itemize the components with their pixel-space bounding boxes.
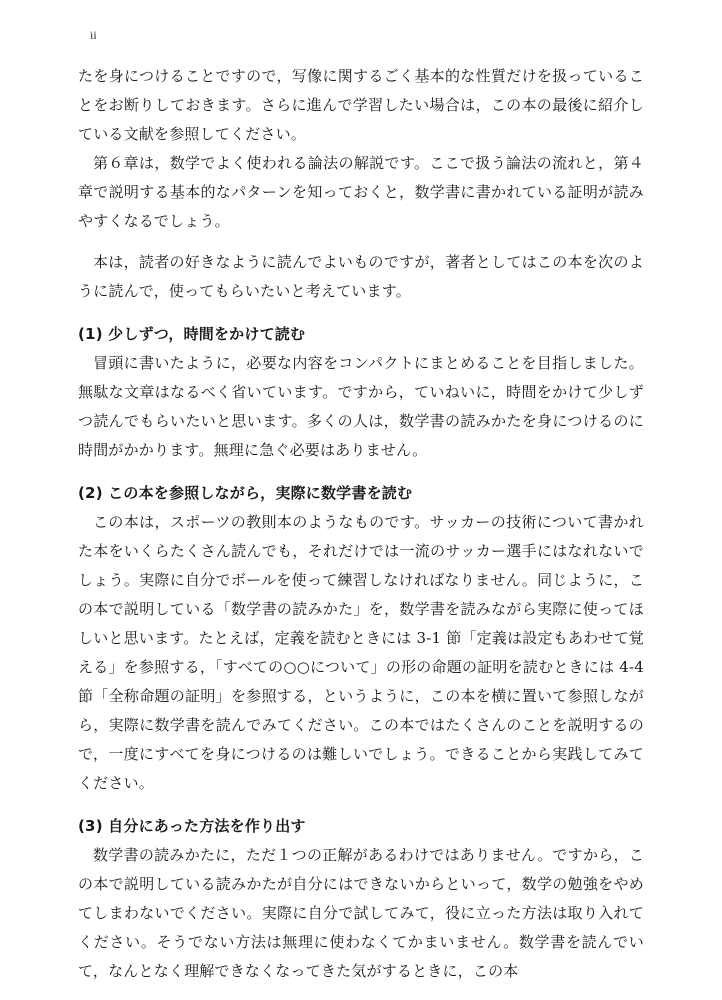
section-heading-3: (3) 自分にあった方法を作り出す — [78, 817, 306, 835]
paragraph-gap — [78, 236, 644, 248]
section-heading-1: (1) 少しずつ，時間をかけて読む — [78, 325, 306, 343]
section-body-1: 冒頭に書いたように，必要な内容をコンパクトにまとめることを目指しました。無駄な文章はなるべく省いています。ですから，ていねいに，時間をかけて少しずつ読んでもらいたいと思います。多くの人は，数学書の読みかたを身につけるのに時間がかかります。無理に急ぐ必要はありません。 — [78, 354, 644, 459]
page-number: ii — [90, 28, 97, 42]
paragraph-chapter6: 第６章は，数学でよく使われる論法の解説です。ここで扱う論法の流れと，第４章で説明する基本的なパターンを知っておくと，数学書に書かれている証明が読みやすくなるでしょう。 — [78, 154, 644, 230]
paragraph-continuation: たを身につけることですので，写像に関するごく基本的な性質だけを扱っていることをお断りしておきます。さらに進んで学習したい場合は，この本の最後に紹介している文献を参照してください。 — [78, 67, 644, 143]
paragraph-how-to-read: 本は，読者の好きなように読んでよいものですが，著者としてはこの本を次のように読んで，使ってもらいたいと考えています。 — [78, 253, 644, 300]
section-gap — [78, 306, 644, 320]
page-body — [78, 62, 644, 986]
section-body-2: この本は，スポーツの教則本のようなものです。サッカーの技術について書かれた本をいくらたくさん読んでも，それだけでは一流のサッカー選手にはなれないでしょう。実際に自分でボールを使って練習しなければなりません。同じように，この本で説明している「数学書の読みかた」を，数学書を読みながら実際に使ってほしいと思います。たとえば，定義を読むときには 3-1 節「定義は設定もあわせて覚える」を参照する，「すべての○○について」の形の命題の証明を読むときには 4-4 節「全称命題の証明」を参照する，というように，この本を横に置いて参照しながら，実際に数学書を読んでみてください。この本ではたくさんのことを説明するので，一度にすべてを身につけるのは難しいでしょう。できることから実践してみてください。 — [78, 513, 644, 792]
section-heading-2: (2) この本を参照しながら，実際に数学書を読む — [78, 484, 413, 502]
section-gap — [78, 465, 644, 479]
section-gap — [78, 798, 644, 812]
section-body-3: 数学書の読みかたに，ただ１つの正解があるわけではありません。ですから，この本で説明している読みかたが自分にはできないからといって，数学の勉強をやめてしまわないでください。実際に自分で試してみて，役に立った方法は取り入れてください。そうでない方法は無理に使わなくてかまいません。数学書を読んでいて，なんとなく理解できなくなってきた気がするときに，この本 — [78, 846, 644, 980]
